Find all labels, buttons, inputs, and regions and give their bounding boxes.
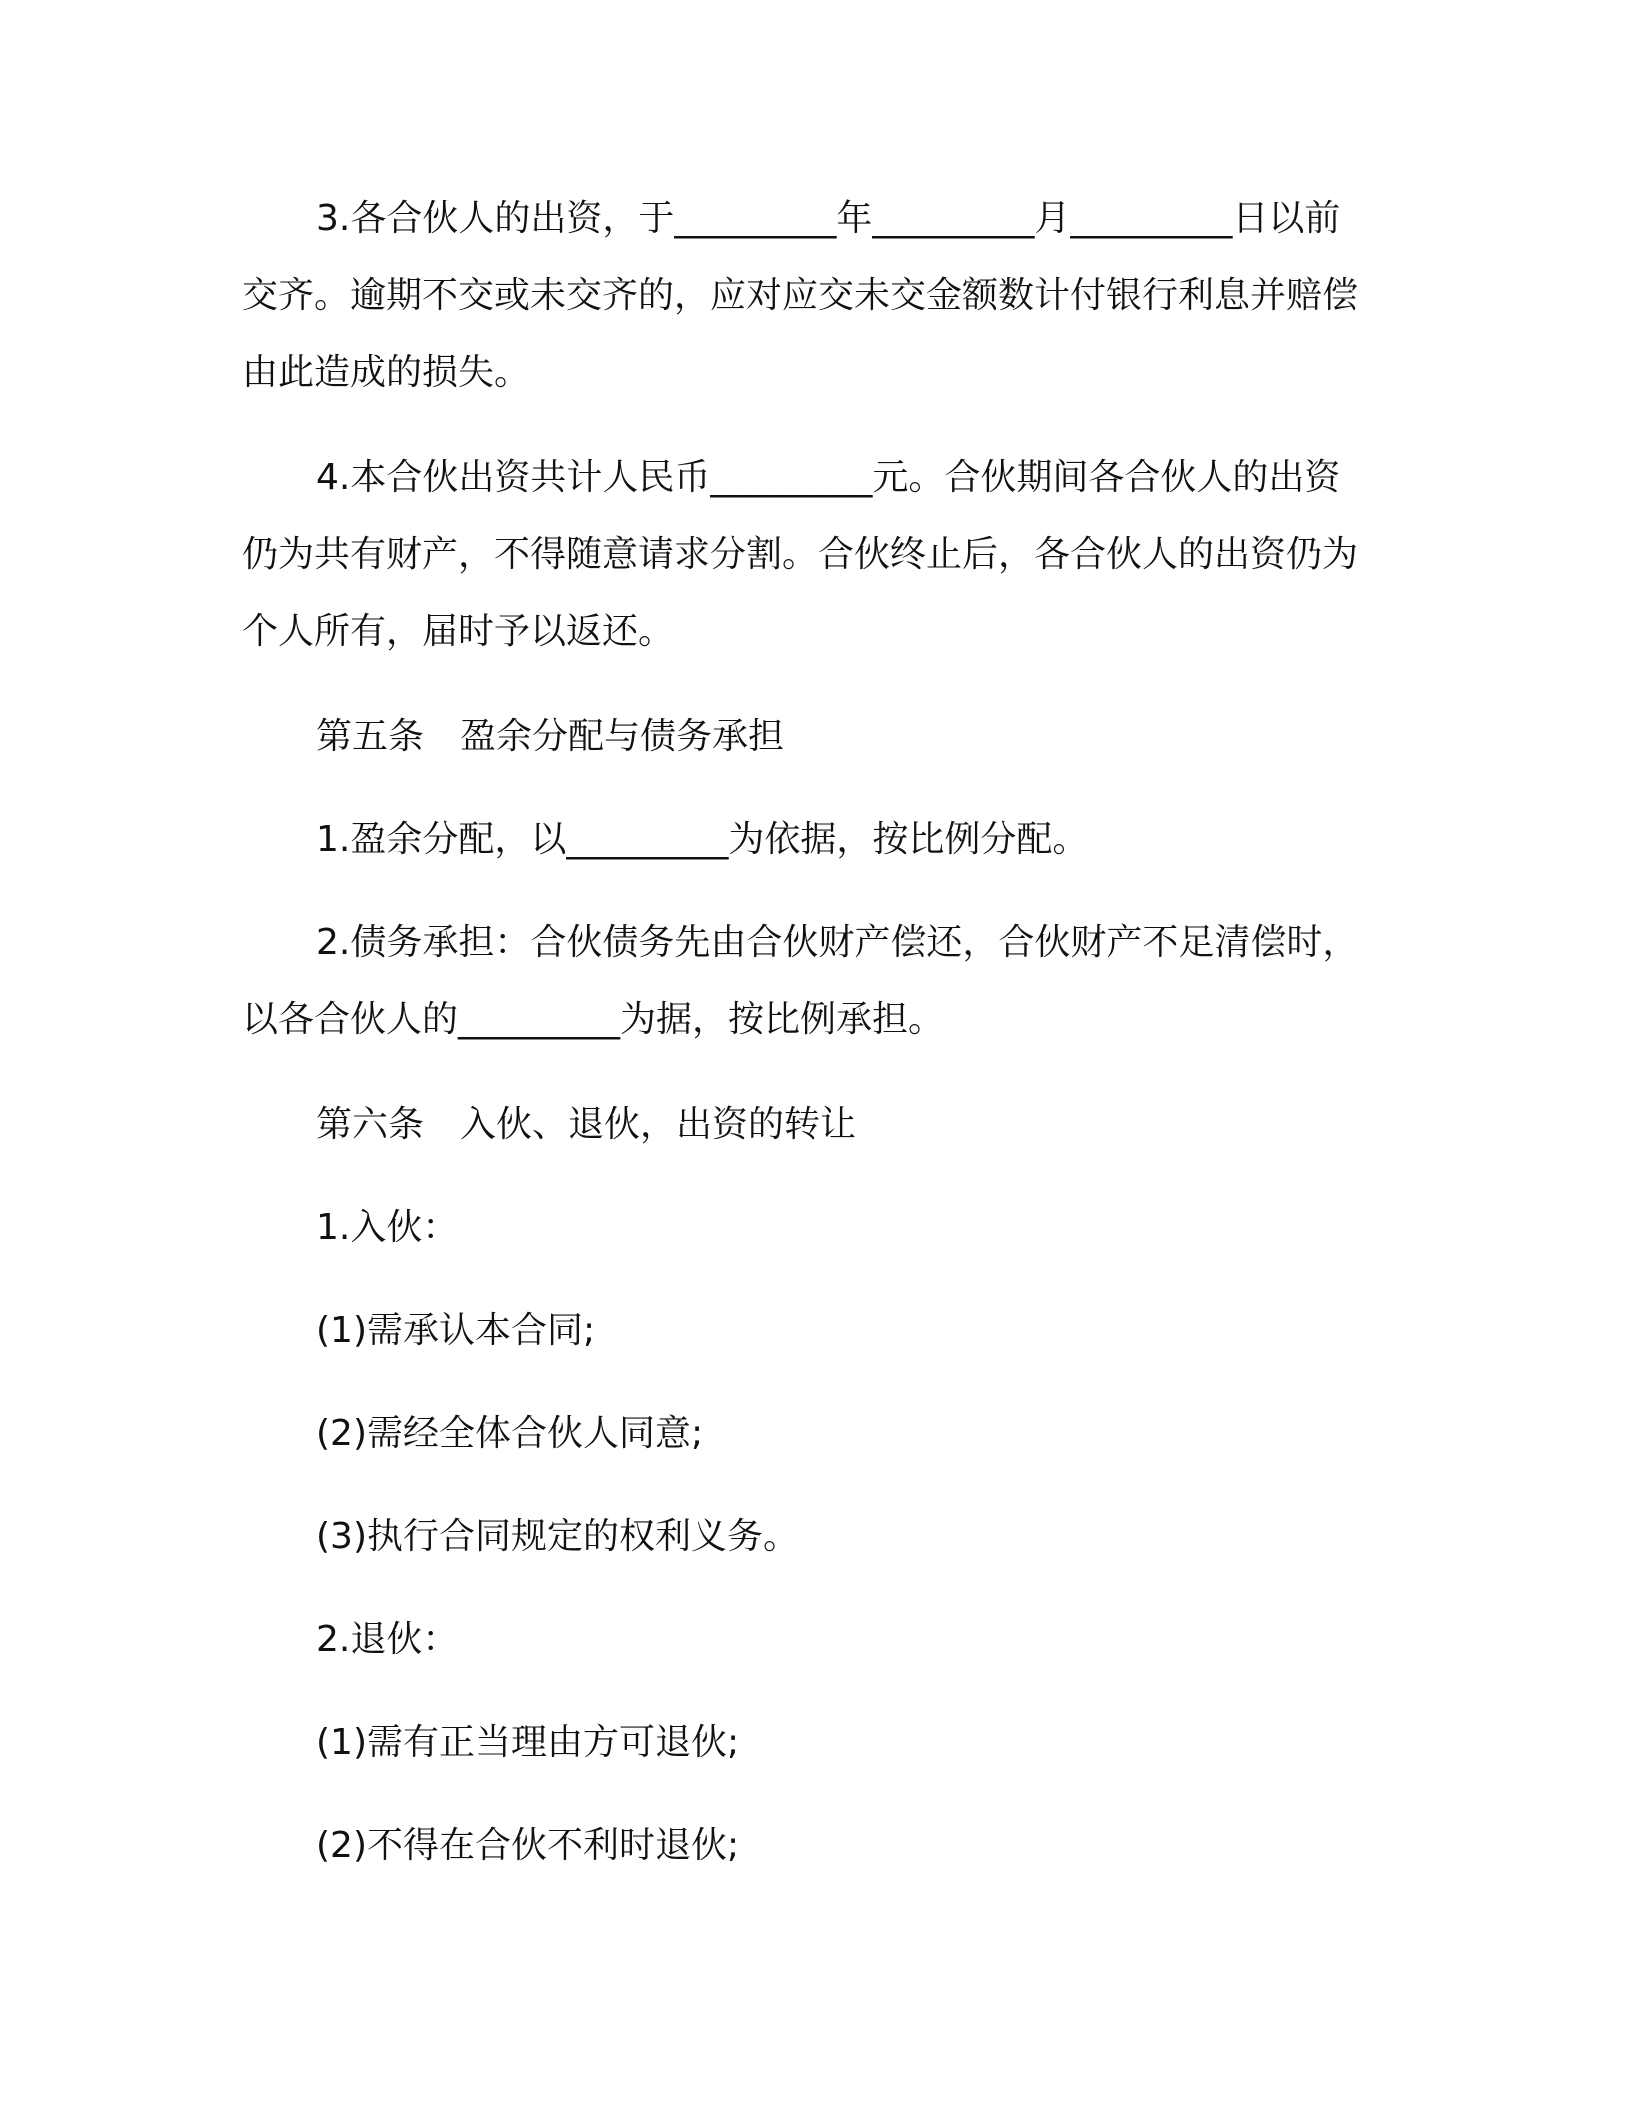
debt-bearing: 2.债务承担：合伙债务先由合伙财产偿还，合伙财产不足清偿时，以各合伙人的_________为据，按比例承担。 bbox=[242, 922, 1359, 1040]
document-body bbox=[242, 180, 1370, 1884]
article-6-heading bbox=[242, 1086, 1370, 1163]
joining-item-3: (3)执行合同规定的权利义务。 bbox=[316, 1516, 799, 1557]
joining-item-1: (1)需承认本合同; bbox=[316, 1310, 596, 1351]
article-5-title: 盈余分配与债务承担 bbox=[460, 716, 785, 757]
joining-item-2: (2)需经全体合伙人同意; bbox=[316, 1413, 704, 1454]
clause-4-total-contribution: 4.本合伙出资共计人民币_________元。合伙期间各合伙人的出资仍为共有财产，不得随意请求分割。合伙终止后，各合伙人的出资仍为个人所有，届时予以返还。 bbox=[242, 457, 1359, 652]
article-5-number: 第五条 bbox=[316, 716, 425, 757]
article-6-title: 入伙、退伙，出资的转让 bbox=[460, 1104, 857, 1145]
withdrawal-item-2: (2)不得在合伙不利时退伙; bbox=[316, 1825, 740, 1866]
withdrawal-heading: 2.退伙： bbox=[316, 1619, 459, 1660]
withdrawal-item-1: (1)需有正当理由方可退伙; bbox=[316, 1722, 740, 1763]
surplus-distribution: 1.盈余分配，以_________为依据，按比例分配。 bbox=[316, 819, 1089, 860]
article-5-heading bbox=[242, 698, 1370, 775]
joining-heading: 1.入伙： bbox=[316, 1207, 459, 1248]
clause-3-contribution-deadline: 3.各合伙人的出资，于_________年_________月_________日以前交齐。逾期不交或未交齐的，应对应交未交金额数计付银行利息并赔偿由此造成的损失。 bbox=[242, 198, 1359, 393]
article-6-number: 第六条 bbox=[316, 1104, 425, 1145]
